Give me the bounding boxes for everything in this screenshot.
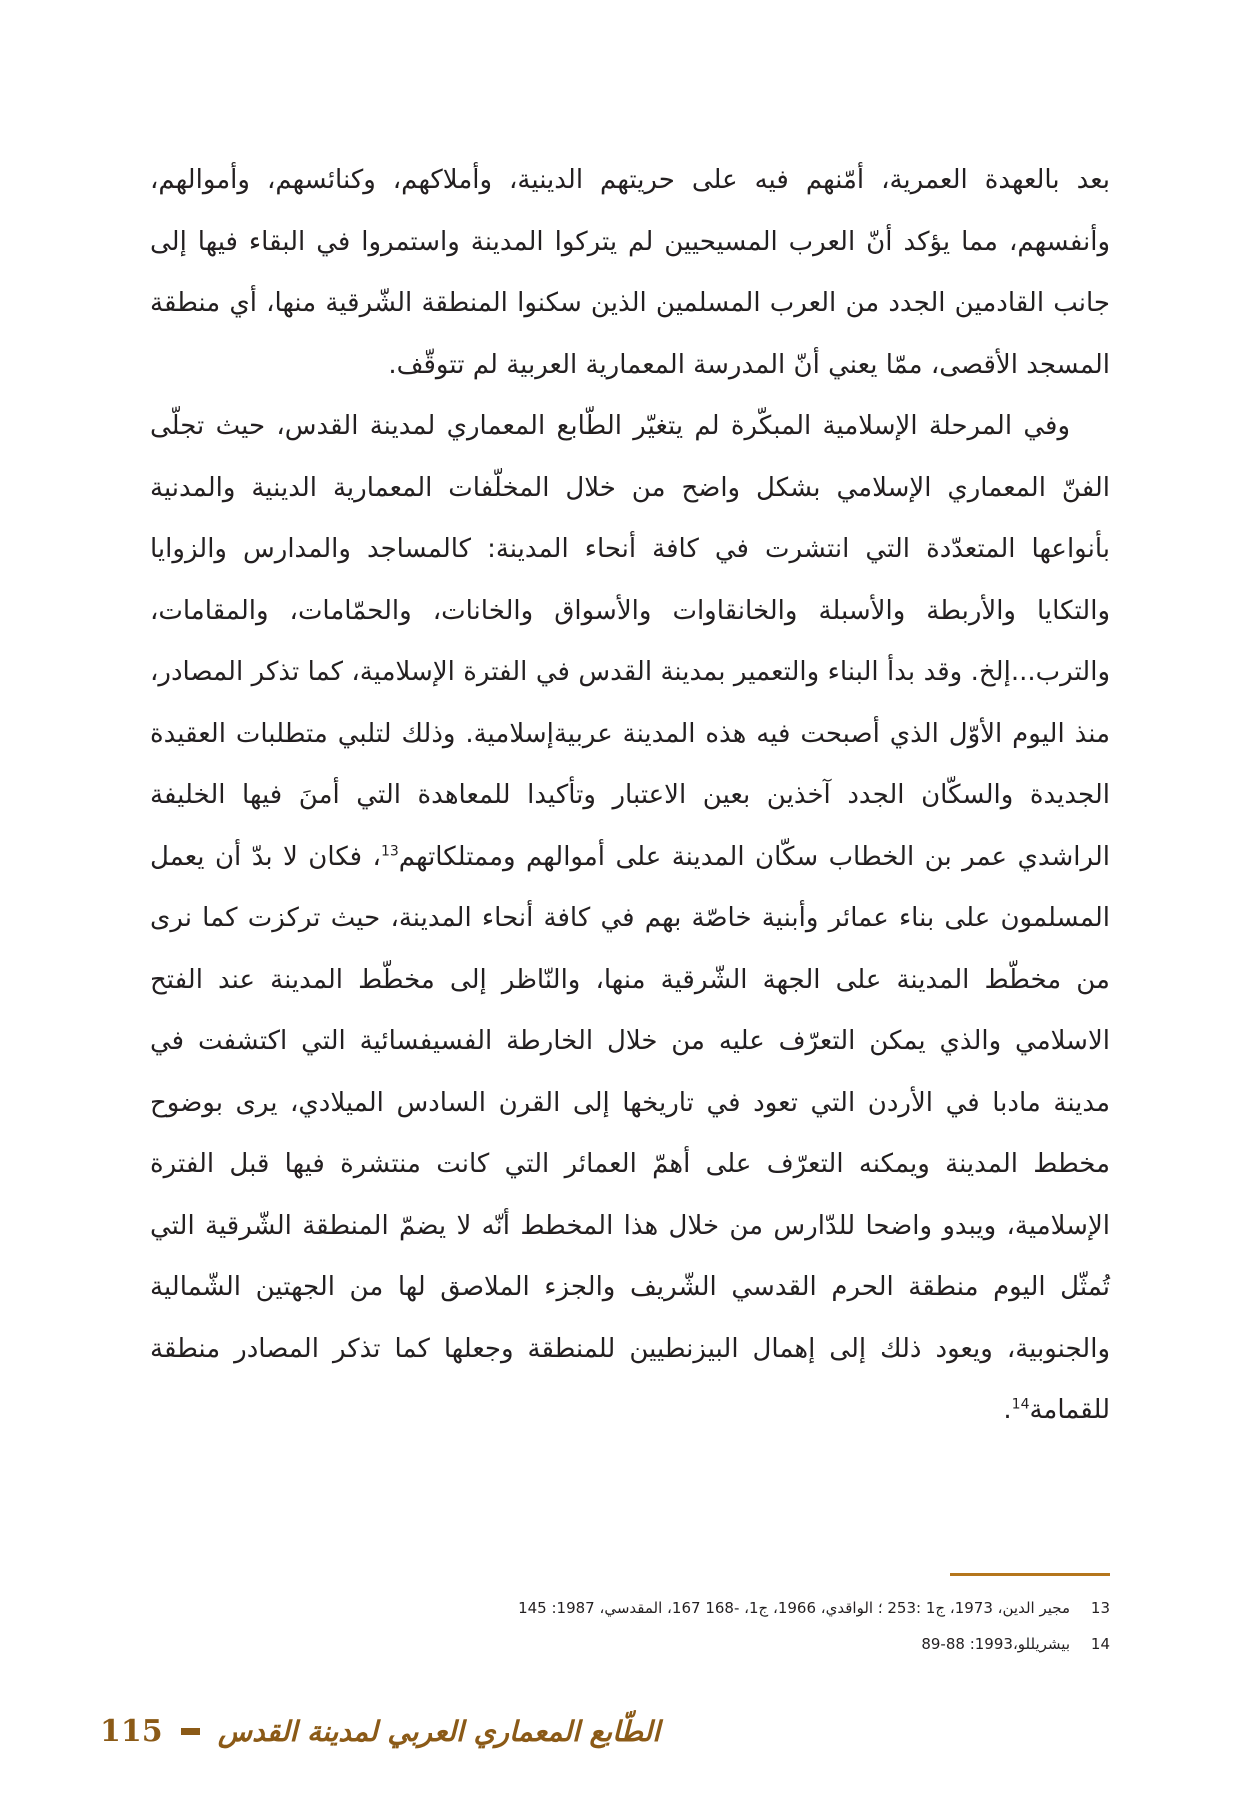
footnote-separator xyxy=(950,1573,1110,1576)
footer-divider-bar xyxy=(181,1728,200,1735)
paragraph-2-text-a: وفي المرحلة الإسلامية المبكّرة لم يتغيّر الطّابع المعماري لمدينة القدس، حيث تجلّى الفنّ المعماري الإسلامي بشكل واضح من خلال المخلّفات المعمارية الدينية والمدنية بأنواعها المتعدّدة التي انتشرت في كافة أنحاء المدينة: كالمساجد والمدارس والزوايا والتكايا والأربطة والأسبلة والخانقاوات والأسواق والخانات، والحمّامات، والمقامات، والترب...إلخ. وقد بدأ البناء والتعمير بمدينة القدس في الفترة الإسلامية، كما تذكر المصادر، منذ اليوم الأوّل الذي أصبحت فيه هذه المدينة عربيةإسلامية. وذلك لتلبي متطلبات العقيدة الجديدة والسكّان الجدد آخذين بعين الاعتبار وتأكيدا للمعاهدة التي أمنَ فيها الخليفة الراشدي عمر بن الخطاب سكّان المدينة على أموالهم وممتلكاتهم xyxy=(150,411,1110,872)
paragraph-1-text: بعد بالعهدة العمرية، أمّنهم فيه على حريتهم الدينية، وأملاكهم، وكنائسهم، وأموالهم، وأنفسهم، مما يؤكد أنّ العرب المسيحيين لم يتركوا المدينة واستمروا في البقاء فيها إلى جانب القادمين الجدد من العرب المسلمين الذين سكنوا المنطقة الشّرقية منها، أي منطقة المسجد الأقصى، ممّا يعني أنّ المدرسة المعمارية العربية لم تتوقّف. xyxy=(150,165,1110,380)
main-text xyxy=(150,150,1110,1442)
footnote-14 xyxy=(450,1626,1110,1662)
footnotes xyxy=(450,1590,1110,1662)
running-title: الطّابع المعماري العربي لمدينة القدس xyxy=(217,1714,660,1748)
page-number: 115 xyxy=(100,1713,163,1749)
footnote-number: 14 xyxy=(1090,1635,1110,1653)
footnote-13 xyxy=(450,1590,1110,1626)
footnote-number: 13 xyxy=(1090,1599,1110,1617)
footnote-ref-13[interactable]: 13 xyxy=(380,842,399,859)
footnote-ref-14[interactable]: 14 xyxy=(1011,1396,1030,1413)
page-footer xyxy=(100,1706,660,1756)
paragraph-2-end: . xyxy=(1003,1395,1012,1425)
footnote-text: مجير الدين، 1973، ج1 :253 ؛ الواقدي، 1966، ج1، -168 167، المقدسي، 1987: 145 xyxy=(518,1599,1070,1617)
footnote-text: بيشريللو،1993: 88-89 xyxy=(921,1635,1070,1653)
paragraph-2-text-b: ، فكان لا بدّ أن يعمل المسلمون على بناء عمائر وأبنية خاصّة بهم في كافة أنحاء المدينة، حيث تركزت كما نرى من مخطّط المدينة على الجهة الشّرقية منها، والنّاظر إلى مخطّط المدينة عند الفتح الاسلامي والذي يمكن التعرّف عليه من خلال الخارطة الفسيفسائية التي اكتشفت في مدينة مادبا في الأردن التي تعود في تاريخها إلى القرن السادس الميلادي، يرى بوضوح مخطط المدينة ويمكنه التعرّف على أهمّ العمائر التي كانت منتشرة فيها قبل الفترة الإسلامية، ويبدو واضحا للدّارس من خلال هذا المخطط أنّه لا يضمّ المنطقة الشّرقية التي تُمثّل اليوم منطقة الحرم القدسي الشّريف والجزء الملاصق لها من الجهتين الشّمالية والجنوبية، ويعود ذلك إلى إهمال البيزنطيين للمنطقة وجعلها كما تذكر المصادر منطقة للقمامة xyxy=(150,841,1110,1425)
paragraph-2 xyxy=(150,396,1110,1442)
paragraph-1 xyxy=(150,150,1110,396)
